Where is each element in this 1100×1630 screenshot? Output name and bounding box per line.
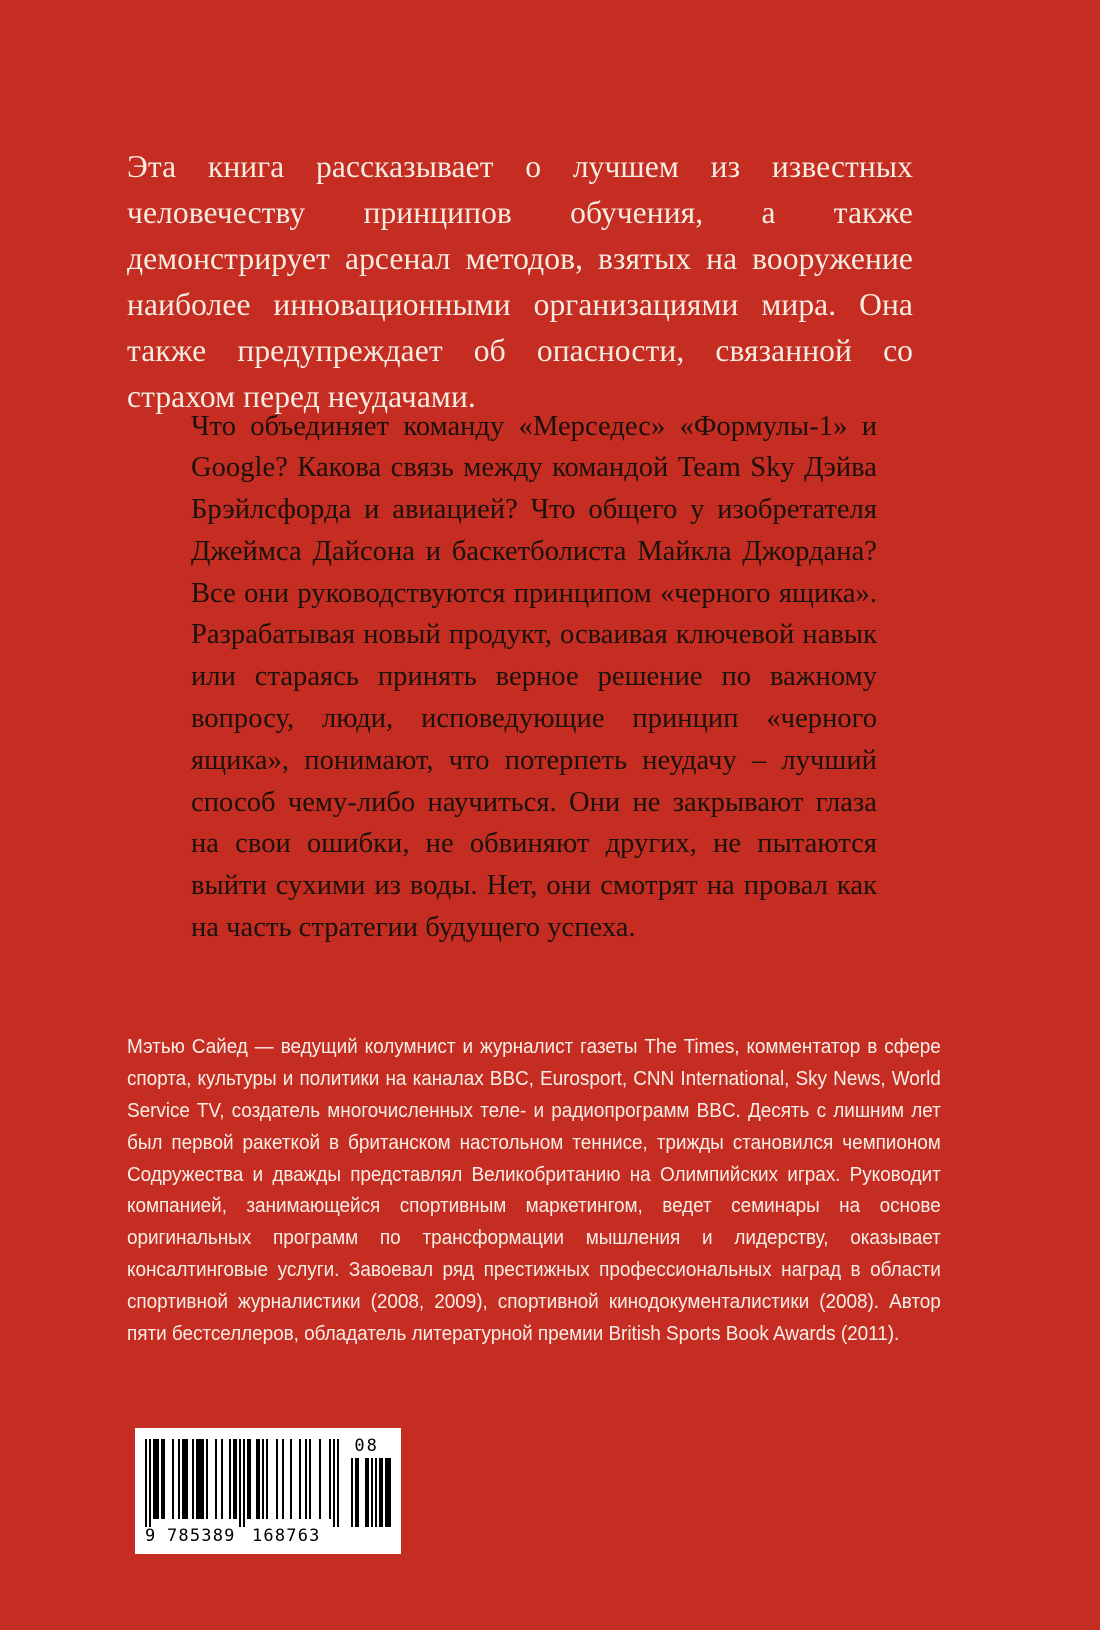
ean13-left-group: 785389	[167, 1526, 236, 1546]
barcode-addon-bar	[385, 1458, 391, 1527]
ean13-digits	[145, 1526, 339, 1546]
intro-paragraph: Эта книга рассказывает о лучшем из известных человечеству принципов обучения, а также демонстрирует арсенал методов, взятых на вооружение наиболее инновационными организациями мира. Она также предупреждает об опасности, связанной со страхом перед неудачами.	[127, 148, 913, 414]
author-bio-paragraph: Мэтью Сайед — ведущий колумнист и журналист газеты The Times, комментатор в сфере спорта, культуры и политики на каналах BBC, Eurosport, CNN International, Sky News, World Service TV, создатель многочисленных теле- и радиопрограмм BBC. Десять с лишним лет был первой ракеткой в британском настольном теннисе, трижды становился чемпионом Содружества и дважды представлял Великобританию на Олимпийских играх. Руководит компанией, занимающейся спортивным маркетингом, ведет семинары на основе оригинальных программ по трансформации мышления и лидерству, оказывает консалтинговые услуги. Завоевал ряд престижных профессиональных наград в области спортивной журналистики (2008, 2009), спортивной кинодокументалистики (2008). Автор пяти бестселлеров, обладатель литературной премии British Sports Book Awards (2011).	[127, 1036, 941, 1345]
barcode-bar	[337, 1439, 339, 1527]
ean13-bars	[145, 1439, 339, 1527]
barcode-panel	[135, 1428, 401, 1554]
barcode-addon	[351, 1437, 391, 1548]
barcode-bar	[321, 1439, 329, 1519]
ean13-lead-digit: 9	[145, 1526, 157, 1546]
ean13-right-group: 168763	[252, 1526, 321, 1546]
barcode-addon-digits: 08	[354, 1436, 379, 1456]
blurb-paragraph: Что объединяет команду «Мерседес» «Формулы-1» и Google? Какова связь между командой Team Sky Дэйва Брэйлсфорда и авиацией? Что общего у изобретателя Джеймса Дайсона и баскетболиста Майкла Джордана? Все они руководствуются принципом «черного ящика». Разрабатывая новый продукт, осваивая ключевой навык или стараясь принять верное решение по важному вопросу, люди, исповедующие принцип «черного ящика», понимают, что потерпеть неудачу – лучший способ чему-либо научиться. Они не закрывают глаза на свои ошибки, не обвиняют других, не пытаются выйти сухими из воды. Нет, они смотрят на провал как на часть стратегии будущего успеха.	[191, 410, 877, 944]
barcode-addon-bars	[351, 1458, 391, 1527]
barcode-bar	[196, 1439, 204, 1519]
barcode-bar	[311, 1439, 319, 1519]
barcode-bar	[268, 1439, 276, 1519]
ean13-barcode	[145, 1437, 339, 1548]
